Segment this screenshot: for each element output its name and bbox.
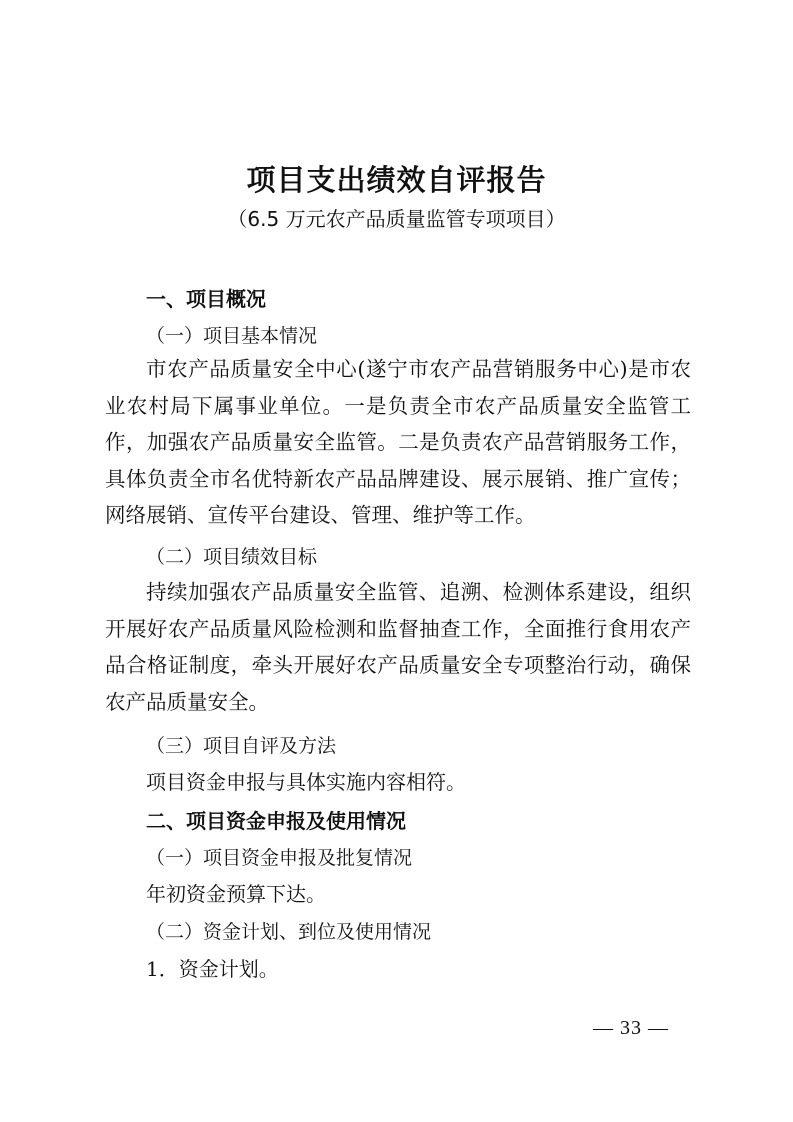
- paragraph-basic-info: 市农产品质量安全中心(遂宁市农产品营销服务中心)是市农业农村局下属事业单位。一是负责全市农产品质量安全监管工作，加强农产品质量安全监管。二是负责农产品营销服务工作，具体负责全市名优特新农产品品牌建设、展示展销、推广宣传；网络展销、宣传平台建设、管理、维护等工作。: [105, 357, 691, 527]
- subsection-heading-fund-plan: （二）资金计划、到位及使用情况: [146, 921, 432, 943]
- section-heading-1: 一、项目概况: [146, 287, 266, 311]
- subsection-heading-fund-approval: （一）项目资金申报及批复情况: [146, 847, 413, 869]
- subsection-heading-performance-goals: （二）项目绩效目标: [146, 546, 318, 568]
- paragraph-performance-goals: 持续加强农产品质量安全监管、追溯、检测体系建设，组织开展好农产品质量风险检测和监督抽查工作，全面推行食用农产品合格证制度，牵头开展好农产品质量安全专项整治行动，确保农产品质量安全。: [105, 580, 691, 714]
- paragraph-fund-plan: 1．资金计划。: [146, 957, 279, 981]
- paragraph-self-evaluation: 项目资金申报与具体实施内容相符。: [146, 770, 466, 794]
- paragraph-fund-approval: 年初资金预算下达。: [146, 882, 326, 906]
- document-title: 项目支出绩效自评报告: [246, 163, 547, 197]
- page-number: — 33 —: [593, 1017, 669, 1039]
- section-heading-2: 二、项目资金申报及使用情况: [146, 809, 406, 833]
- subsection-heading-basic-info: （一）项目基本情况: [146, 325, 318, 347]
- subsection-heading-self-evaluation: （三）项目自评及方法: [146, 735, 337, 757]
- document-subtitle: （6.5 万元农产品质量监管专项项目）: [227, 207, 566, 231]
